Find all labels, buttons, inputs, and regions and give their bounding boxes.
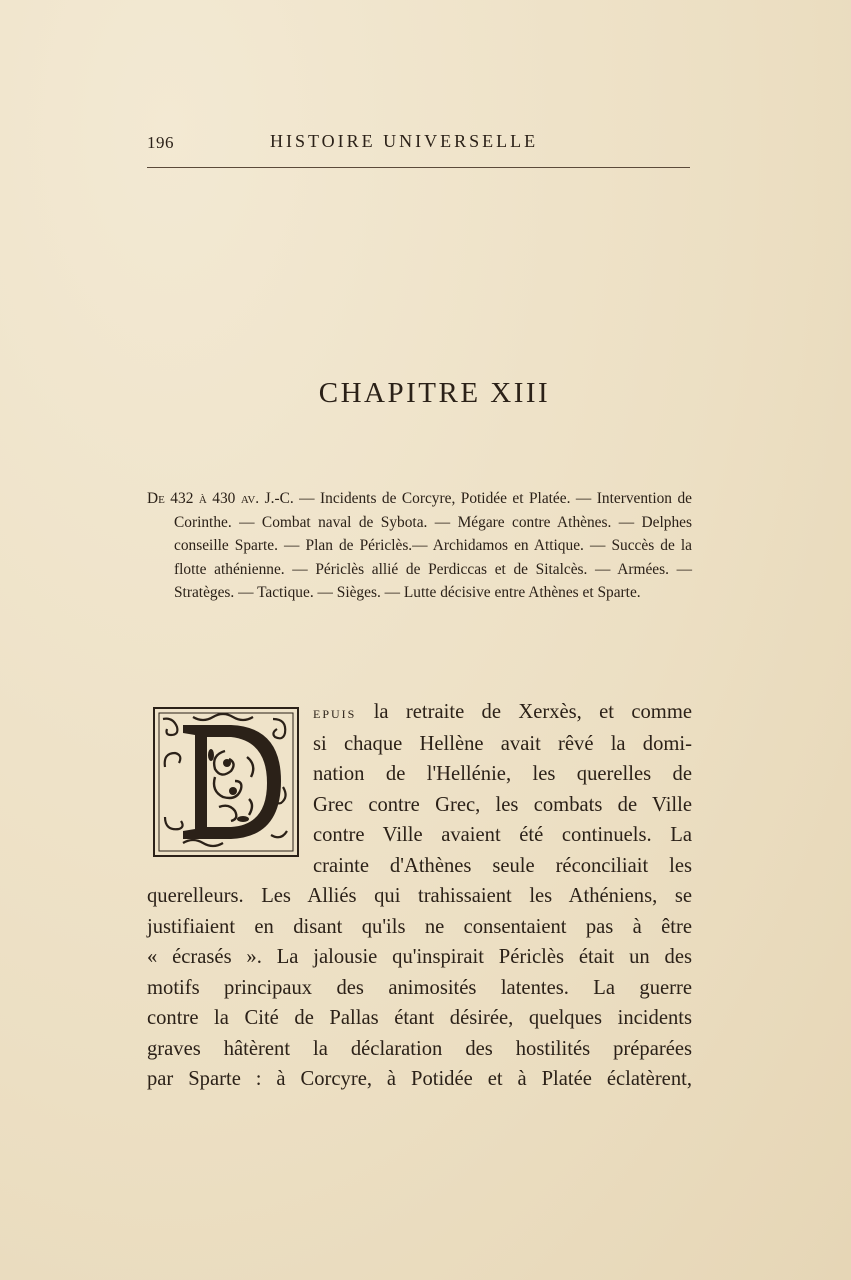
body-line: crainte d'Athènes seule réconciliait les	[313, 854, 692, 877]
chapter-title: CHAPITRE XIII	[318, 377, 551, 409]
summary-paragraph	[147, 487, 692, 605]
header-rule	[147, 167, 690, 168]
body-line: motifs principaux des animosités latentes. La guerre	[147, 976, 692, 999]
body-line	[147, 697, 692, 729]
body-line: contre Ville avaient été continuels. La	[313, 824, 692, 846]
body-line: nation de l'Hellénie, les querelles de	[313, 763, 692, 785]
body-line: Grec contre Grec, les combats de Ville	[313, 793, 692, 816]
page-number: 196	[147, 133, 174, 152]
body-line: querelleurs. Les Alliés qui trahissaient les Athéniens, se	[147, 885, 692, 907]
page-header	[147, 131, 690, 153]
body-line: graves hâtèrent la déclaration des hostilités préparées	[147, 1037, 692, 1060]
body-line: « écrasés ». La jalousie qu'inspirait Périclès était un des	[147, 946, 692, 968]
summary-date-range: De 432 à 430 av. J.-C.	[147, 490, 294, 507]
body-line-text: la retraite de Xerxès, et comme	[356, 701, 692, 723]
summary-text: — Incidents de Corcyre, Potidée et Platée. — Intervention de Corinthe. — Combat naval de Sybota. — Mégare contre Athènes. — Delphes conseille Sparte. — Plan de Périclès.— Archidamos en Attique. — Succès de la flotte athénienne. — Périclès allié de Perdiccas et de Sitalcès. — Armées. — Stratèges. — Tactique. — Sièges. — Lutte décisive entre Athènes et Sparte.	[174, 490, 692, 601]
running-title: HISTOIRE UNIVERSELLE	[270, 131, 539, 151]
body-line: contre la Cité de Pallas étant désirée, quelques incidents	[147, 1007, 692, 1029]
body-line: si chaque Hellène avait rêvé la domi-	[313, 732, 692, 755]
body-line: justifiaient en disant qu'ils ne consentaient pas à être	[147, 915, 692, 938]
body-text	[147, 697, 692, 1095]
lead-word: epuis	[313, 703, 357, 722]
body-line: par Sparte : à Corcyre, à Potidée et à Platée éclatèrent,	[147, 1068, 692, 1090]
chapter-summary	[147, 487, 692, 605]
